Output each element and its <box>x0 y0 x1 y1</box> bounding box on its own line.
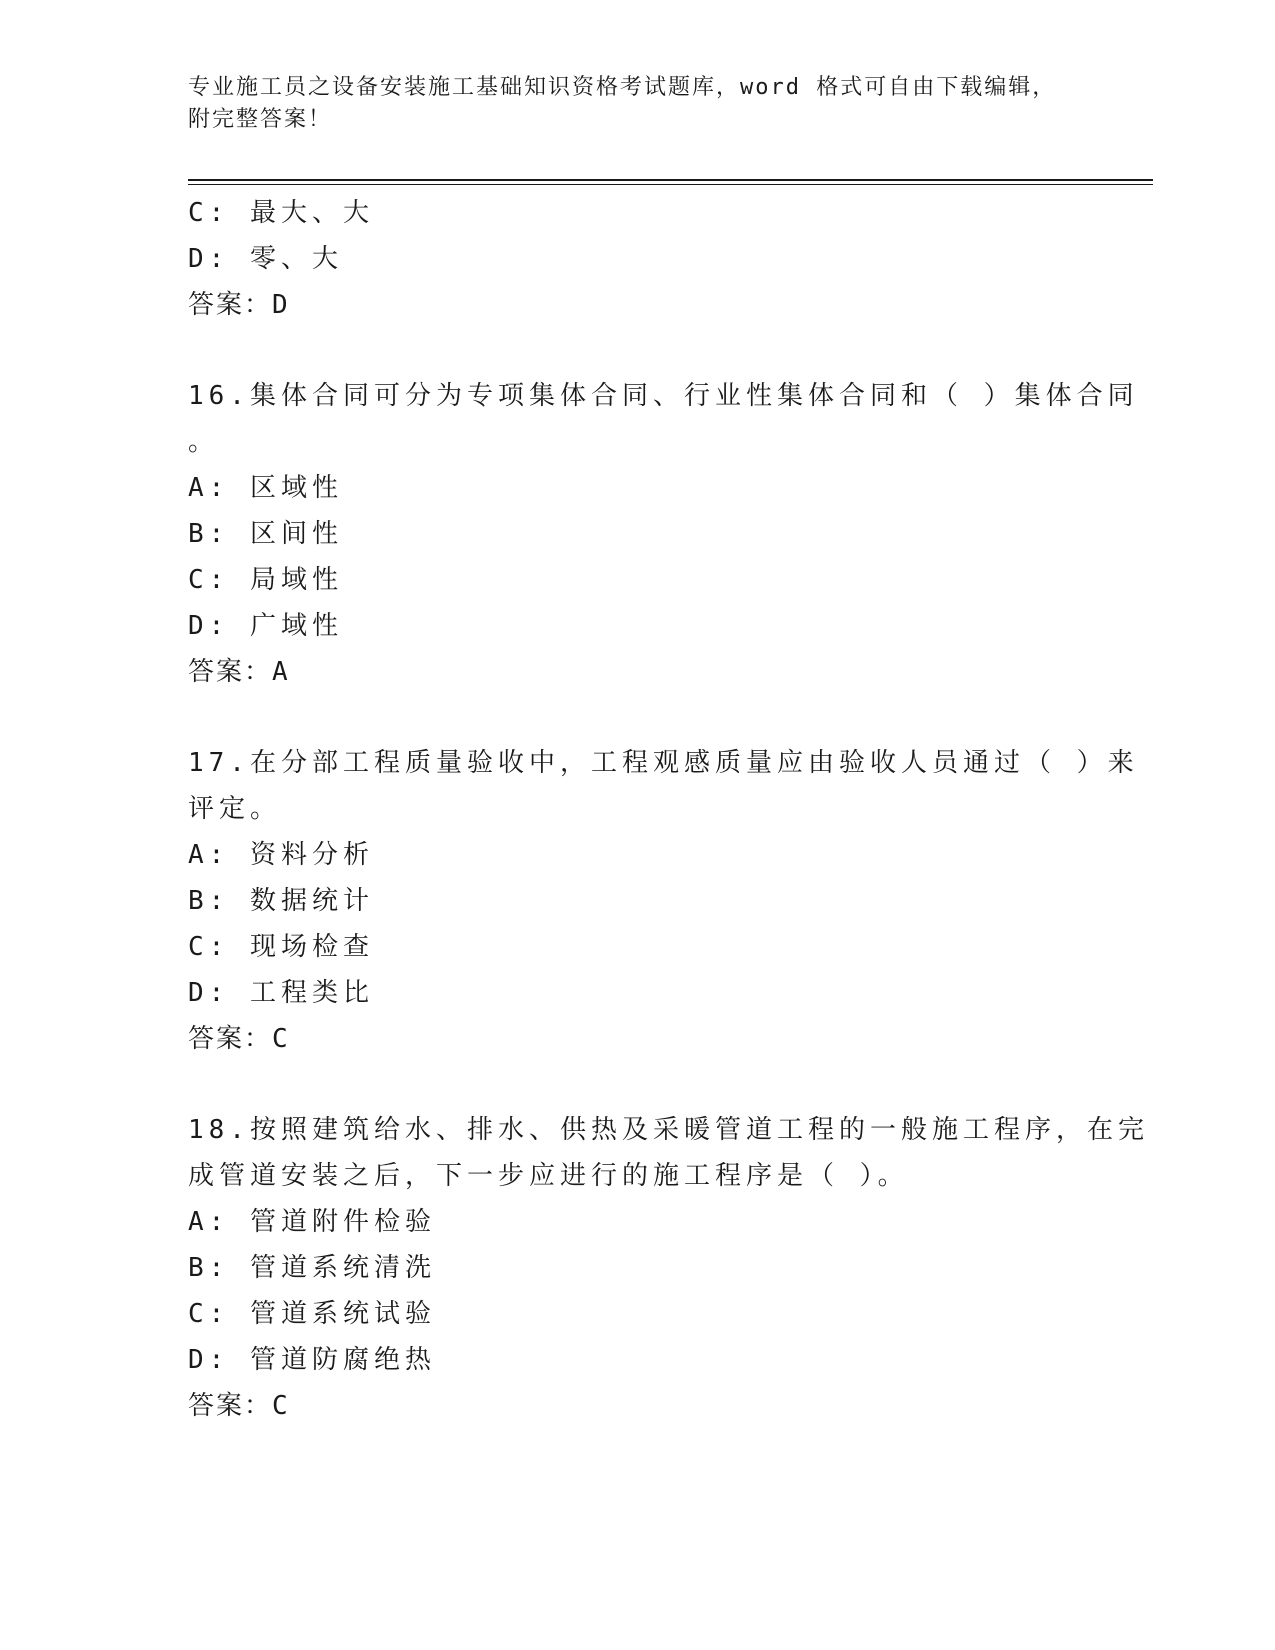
question-16 <box>188 373 1139 695</box>
option-c: C: 现场检查 <box>188 932 374 962</box>
question-stem: 成管道安装之后，下一步应进行的施工程序是（ ）。 <box>188 1161 909 1191</box>
option-c: C: 管道系统试验 <box>188 1299 436 1329</box>
option-d: D: 广域性 <box>188 611 343 641</box>
option-b: B: 数据统计 <box>188 886 374 916</box>
option-d: D: 工程类比 <box>188 978 374 1008</box>
option-d: D: 管道防腐绝热 <box>188 1345 436 1375</box>
option-a: A: 资料分析 <box>188 840 374 870</box>
question-18 <box>188 1107 1149 1429</box>
option-c: C: 最大、大 <box>188 198 374 228</box>
option-b: B: 区间性 <box>188 519 343 549</box>
question-stem: 。 <box>188 427 220 457</box>
question-17 <box>188 740 1139 1062</box>
document-header <box>188 72 1088 136</box>
answer-line: 答案：C <box>188 1024 290 1054</box>
option-d: D: 零、大 <box>188 244 343 274</box>
option-a: A: 区域性 <box>188 473 343 503</box>
answer-line: 答案：D <box>188 290 290 320</box>
option-c: C: 局域性 <box>188 565 343 595</box>
question-stem: 18.按照建筑给水、排水、供热及采暖管道工程的一般施工程序，在完 <box>188 1115 1149 1145</box>
option-a: A: 管道附件检验 <box>188 1207 436 1237</box>
previous-question-tail <box>188 190 1088 328</box>
question-content <box>188 190 1149 1429</box>
question-stem: 16.集体合同可分为专项集体合同、行业性集体合同和（ ）集体合同 <box>188 381 1139 411</box>
answer-line: 答案：A <box>188 657 290 687</box>
header-line-2: 附完整答案！ <box>188 107 333 132</box>
header-divider-thin <box>188 184 1153 185</box>
question-stem: 评定。 <box>188 794 282 824</box>
header-line-1: 专业施工员之设备安装施工基础知识资格考试题库，word 格式可自由下载编辑， <box>188 75 1057 100</box>
answer-line: 答案：C <box>188 1391 290 1421</box>
option-b: B: 管道系统清洗 <box>188 1253 436 1283</box>
header-divider-thick <box>188 179 1153 181</box>
question-stem: 17.在分部工程质量验收中，工程观感质量应由验收人员通过（ ）来 <box>188 748 1139 778</box>
